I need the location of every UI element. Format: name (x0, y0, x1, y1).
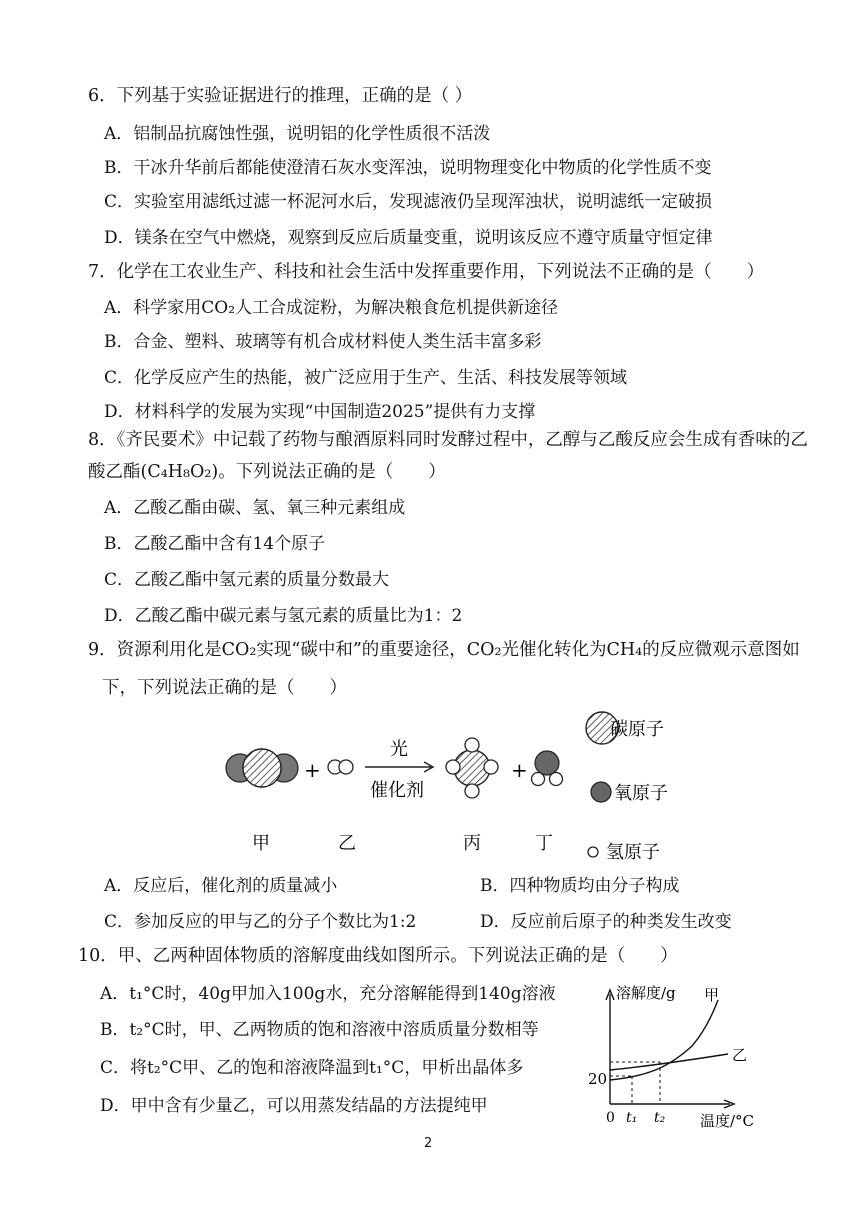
q6-option-c: C．实验室用滤纸过滤一杯泥河水后，发现滤液仍呈现浑浊状，说明滤纸一定破损 (104, 192, 713, 212)
q9-option-b: B．四种物质均由分子构成 (480, 876, 680, 896)
curve-yi (610, 1054, 728, 1070)
q8-stem-continued: 酸乙酯(C₄H₈O₂)。下列说法正确的是（ ） (88, 462, 446, 482)
q6-option-d: D．镁条在空气中燃烧，观察到反应后质量变重，说明该反应不遵守质量守恒定律 (104, 228, 713, 248)
legend-hydrogen-label: 氢原子 (606, 842, 660, 863)
solubility-chart (580, 980, 780, 1130)
q6-option-b: B．干冰升华前后都能使澄清石灰水变浑浊，说明物理变化中物质的化学性质不变 (104, 158, 712, 178)
chart-xlabel: 温度/°C (700, 1112, 755, 1130)
q10-stem: 10．甲、乙两种固体物质的溶解度曲线如图所示。下列说法正确的是（ ） (78, 946, 678, 966)
q9-option-d: D．反应前后原子的种类发生改变 (480, 912, 732, 932)
y-tick-20: 20 (588, 1070, 608, 1088)
reaction-arrow (365, 762, 433, 772)
reaction-diagram (200, 705, 668, 875)
atom-legend (586, 712, 668, 863)
label-jia: 甲 (252, 833, 270, 854)
x-tick-t1: t₁ (626, 1110, 638, 1126)
q10-option-c: C．将t₂°C甲、乙的饱和溶液降温到t₁°C，甲析出晶体多 (100, 1058, 524, 1078)
q8-option-c: C．乙酸乙酯中氢元素的质量分数最大 (104, 570, 390, 590)
q7-option-a: A．科学家用CO₂人工合成淀粉，为解决粮食危机提供新途径 (104, 298, 559, 318)
q7-stem: 7．化学在工农业生产、科技和社会生活中发挥重要作用，下列说法不正确的是（ ） (88, 262, 765, 282)
legend-carbon-label: 碳原子 (610, 719, 664, 740)
q10-option-b: B．t₂°C时，甲、乙两物质的饱和溶液中溶质质量分数相等 (100, 1020, 539, 1040)
plus-sign-1: + (304, 758, 321, 782)
arrow-condition-light: 光 (390, 739, 408, 760)
chart-ylabel: 溶解度/g (616, 984, 676, 1002)
plus-sign-2: + (511, 758, 528, 782)
legend-oxygen-label: 氧原子 (614, 783, 668, 804)
oxygen-atom-icon (591, 782, 611, 802)
q8-option-d: D．乙酸乙酯中碳元素与氢元素的质量比为1：2 (104, 606, 463, 626)
h2o-molecule (532, 751, 563, 786)
ch4-molecule (446, 738, 498, 798)
q10-option-d: D．甲中含有少量乙，可以用蒸发结晶的方法提纯甲 (100, 1096, 488, 1116)
q8-option-b: B．乙酸乙酯中含有14个原子 (104, 534, 326, 554)
label-yi: 乙 (338, 833, 356, 854)
page-number: 2 (424, 1136, 433, 1151)
q7-option-d: D．材料科学的发展为实现“中国制造2025”提供有力支撑 (104, 402, 536, 422)
q8-option-a: A．乙酸乙酯由碳、氢、氧三种元素组成 (104, 498, 406, 518)
q9-stem-continued: 下，下列说法正确的是（ ） (102, 678, 347, 698)
co2-molecule (226, 749, 298, 787)
x-tick-t2: t₂ (654, 1110, 666, 1126)
label-bing: 丙 (463, 833, 481, 854)
label-ding: 丁 (535, 833, 553, 854)
q9-stem: 9．资源利用化是CO₂实现“碳中和”的重要途径，CO₂光催化转化为CH₄的反应微观示意图如 (88, 640, 800, 660)
series-jia-label: 甲 (704, 986, 720, 1004)
series-yi-label: 乙 (732, 1046, 748, 1064)
q9-option-c: C．参加反应的甲与乙的分子个数比为1:2 (104, 912, 417, 932)
hydrogen-atom-icon (588, 847, 598, 857)
q6-option-a: A．铝制品抗腐蚀性强，说明铝的化学性质很不活泼 (104, 124, 491, 144)
q8-stem: 8．《齐民要术》中记载了药物与酿酒原料同时发酵过程中，乙醇与乙酸反应会生成有香味的乙 (88, 430, 808, 450)
q9-option-a: A．反应后，催化剂的质量减小 (104, 876, 338, 896)
arrow-condition-catalyst: 催化剂 (370, 780, 424, 801)
q10-option-a: A．t₁°C时，40g甲加入100g水，充分溶解能得到140g溶液 (100, 984, 556, 1004)
origin-label: 0 (606, 1110, 615, 1126)
q7-option-c: C．化学反应产生的热能，被广泛应用于生产、生活、科技发展等领域 (104, 368, 628, 388)
q6-stem: 6．下列基于实验证据进行的推理，正确的是（ ） (88, 86, 473, 106)
q7-option-b: B．合金、塑料、玻璃等有机合成材料使人类生活丰富多彩 (104, 332, 542, 352)
h2-molecule (328, 760, 353, 774)
